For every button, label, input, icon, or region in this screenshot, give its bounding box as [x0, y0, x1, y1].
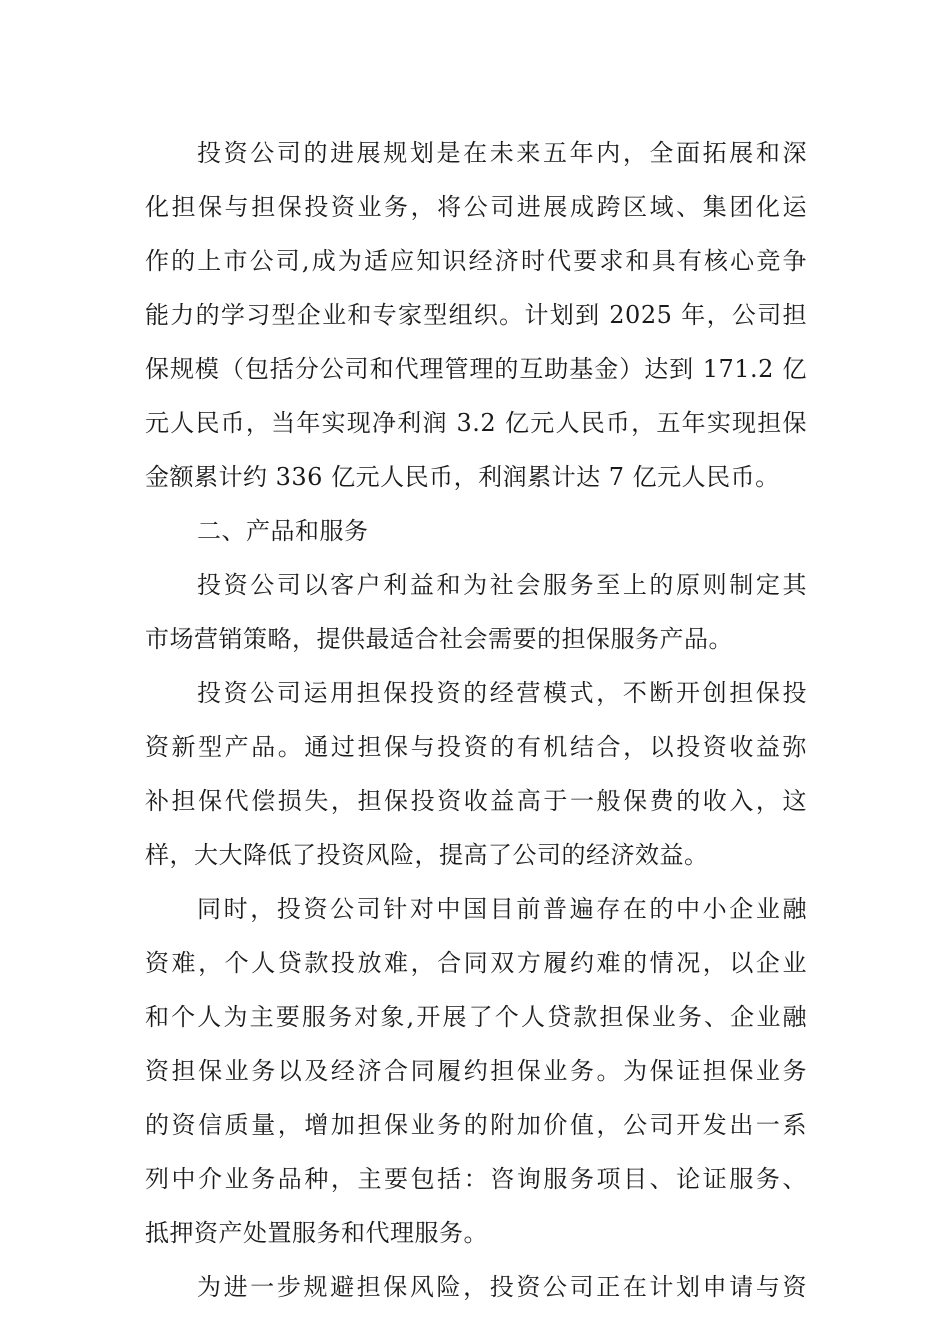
- text-line: 市场营销策略，提供最适合社会需要的担保服务产品。: [145, 625, 733, 653]
- paragraph-risk: [145, 1260, 807, 1314]
- text-line: 投资公司以客户利益和为社会服务至上的原则制定其: [197, 571, 807, 599]
- text-line: 作的上市公司,成为适应知识经济时代要求和具有核心竞争: [145, 247, 807, 275]
- text-line: 资担保业务以及经济合同履约担保业务。为保证担保业务: [145, 1057, 807, 1085]
- text-line: 抵押资产处置服务和代理服务。: [145, 1219, 488, 1247]
- text-line: 同时，投资公司针对中国目前普遍存在的中小企业融: [197, 895, 807, 923]
- text-line: 元人民币，当年实现净利润 3.2 亿元人民币，五年实现担保: [145, 409, 807, 437]
- paragraph-development-plan: [145, 126, 807, 504]
- paragraph-services: [145, 882, 807, 1260]
- text-line: 资新型产品。通过担保与投资的有机结合，以投资收益弥: [145, 733, 807, 761]
- section-heading: 二、产品和服务: [197, 517, 369, 545]
- text-line: 金额累计约 336 亿元人民币，利润累计达 7 亿元人民币。: [145, 463, 780, 491]
- text-line: 投资公司的进展规划是在未来五年内，全面拓展和深: [197, 139, 807, 167]
- text-line: 能力的学习型企业和专家型组织。计划到 2025 年，公司担: [145, 301, 807, 329]
- text-line: 化担保与担保投资业务，将公司进展成跨区域、集团化运: [145, 193, 807, 221]
- text-line: 补担保代偿损失，担保投资收益高于一般保费的收入，这: [145, 787, 807, 815]
- text-line: 列中介业务品种，主要包括：咨询服务项目、论证服务、: [145, 1165, 807, 1193]
- text-line: 资难，个人贷款投放难，合同双方履约难的情况，以企业: [145, 949, 807, 977]
- text-line: 的资信质量，增加担保业务的附加价值，公司开发出一系: [145, 1111, 807, 1139]
- text-line: 投资公司运用担保投资的经营模式，不断开创担保投: [197, 679, 807, 707]
- paragraph-business-model: [145, 666, 807, 882]
- document-page: [145, 126, 807, 1314]
- text-line: 样，大大降低了投资风险，提高了公司的经济效益。: [145, 841, 709, 869]
- paragraph-marketing: [145, 558, 807, 666]
- text-line: 和个人为主要服务对象,开展了个人贷款担保业务、企业融: [145, 1003, 807, 1031]
- text-line: 为进一步规避担保风险，投资公司正在计划申请与资: [197, 1273, 807, 1301]
- text-line: 保规模（包括分公司和代理管理的互助基金）达到 171.2 亿: [145, 355, 807, 383]
